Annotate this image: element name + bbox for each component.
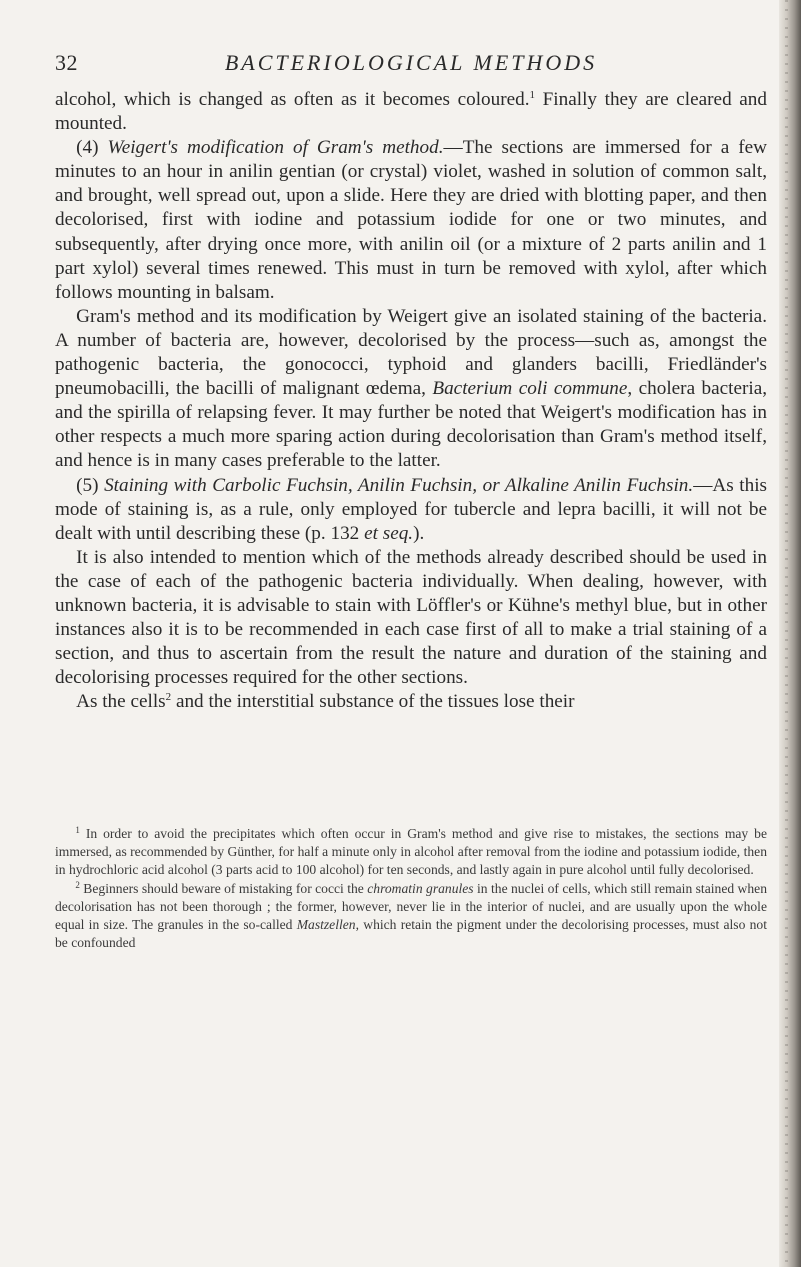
footnote-mark-2: 2	[75, 879, 80, 890]
p4-etseq: et seq.	[364, 522, 414, 544]
p4-b: ).	[413, 522, 425, 544]
footnote-1-text: In order to avoid the precipitates which often occur in Gram's method and give rise to mistakes, the sections may be immersed, as recommended by Günther, for half a minute only in alcohol after removal from the iodine and potassium iodide, then in hydrochloric acid alcohol (3 parts acid to 100 alcohol) for ten seconds, and lastly again in pure alcohol until fully decolorised.	[55, 826, 767, 878]
footnote-1	[55, 825, 767, 880]
footnote-2-a: Beginners should beware of mistaking for cocci the	[79, 880, 368, 896]
page-header	[55, 50, 767, 80]
p3-italic: Bacterium coli commune	[432, 378, 628, 400]
p3-b: , cholera bacteria, and the spirilla of relapsing fever. It may further be noted that Weigert's modification has in other respects a much more sparing action during decolorisation than Gram's method itself, and hence is in many cases preferable to the latter.	[55, 378, 768, 472]
page-number: 32	[55, 50, 78, 75]
footnote-2	[55, 880, 767, 953]
body-text	[55, 88, 767, 714]
paragraph-fuchsin	[55, 474, 767, 546]
p4-a: —As this mode of staining is, as a rule, only employed for tubercle and lepra bacilli, it will not be dealt with until describing these (p. 132	[55, 474, 768, 544]
section-number-5: (5)	[76, 474, 105, 496]
footnotes	[55, 825, 767, 952]
footnote-2-b: in the nuclei of cells, which still remain stained when decolorisation has not been thorough ; the former, however, never lie in the interior of nuclei, and are usually upon the whole equal in size. The granules in the so-called	[55, 880, 768, 933]
paragraph-methods: It is also intended to mention which of the methods already described should be used in the case of each of the pathogenic bacteria individually. When dealing, however, with unknown bacteria, it is advisable to stain with Löffler's or Kühne's methyl blue, but in other instances also it is to be recommended in each case first of all to make a trial staining of a section, and thus to ascertain from the result the nature and duration of the staining and decolorising processes required for the other sections.	[55, 546, 767, 689]
page-edge-shadow	[779, 0, 801, 1267]
footnote-ref-2: 2	[165, 691, 172, 704]
footnote-2-italic-2: Mastzellen	[296, 917, 356, 933]
paragraph-weigert	[55, 136, 767, 305]
paragraph-continuation	[55, 88, 767, 136]
section-title-fuchsin: Staining with Carbolic Fuchsin, Anilin Fuchsin, or Alkaline Anilin Fuchsin.	[104, 474, 694, 496]
p1-text: alcohol, which is changed as often as it becomes coloured.	[55, 89, 530, 110]
running-title: BACTERIOLOGICAL METHODS	[224, 50, 598, 75]
p2-text: —The sections are immersed for a few minutes to an hour in anilin gentian (or crystal) violet, washed in solution of common salt, and brought, well spread out, upon a slide. Here they are dried with blotting paper, and then decolorised, first with iodine and potassium iodide for one or two minutes, and subsequently, after drying once more, with anilin oil (or a mixture of 2 parts anilin and 1 part xylol) several times renewed. This must in turn be removed with xylol, after which follows mounting in balsam.	[55, 137, 767, 303]
p6-a: As the cells	[76, 691, 166, 713]
p3-a: Gram's method and its modification by Weigert give an isolated staining of the bacteria. A number of bacteria are, however, decolorised by the process—such as, amongst the pathogenic bacteria, the gonococci, typhoid and glanders bacilli, Friedländer's pneumobacilli, the bacilli of malignant œdema,	[55, 305, 767, 400]
paragraph-cells	[55, 690, 767, 714]
p6-b: and the interstitial substance of the tissues lose their	[171, 691, 575, 713]
p1-tail: Finally they are cleared and mounted.	[55, 89, 767, 135]
footnote-ref-1: 1	[529, 89, 536, 101]
footnote-mark-1: 1	[75, 825, 80, 835]
section-number-4: (4)	[76, 137, 108, 159]
section-title-weigert: Weigert's modification of Gram's method.	[107, 137, 444, 159]
footnote-2-italic-1: chromatin granules	[367, 880, 474, 896]
footnote-2-c: , which retain the pigment under the decolorising processes, must also not be confounded	[55, 917, 767, 951]
paragraph-gram	[55, 305, 767, 474]
